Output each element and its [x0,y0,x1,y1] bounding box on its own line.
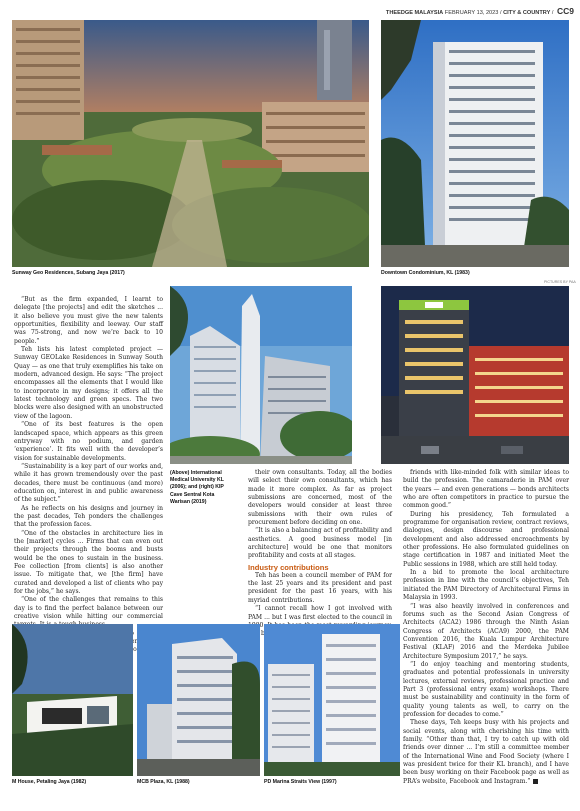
col1-paragraph: choose [125,646,148,654]
col2-paragraph: “It is also a balancing act of profitability and aesthetics. A good business model [in architecture] would be one that monitors profitability and costs at all stages. [248,527,392,560]
caption-mcb-plaza: MCB Plaza, KL (1988) [137,779,190,785]
caption-pd-marina: PD Marina Straits View (1997) [264,779,337,785]
page-number: CC9 [556,6,574,16]
caption-downtown-condo: Downtown Condominium, KL (1983) [381,270,470,276]
m-house-illustration [12,624,133,776]
col2-paragraph: “I cannot recall how I got involved with PAM ... but I was first elected to the council in [248,605,392,621]
publication-prefix: THE [385,10,398,16]
caption-imu-kip: (Above) International Medical University KL (2006); and (right) KIP Cave Sentral Kota Warisan (2019) [170,470,224,505]
col1-paragraph: As he reflects on his designs and journey in the past decades, Teh ponders the challenges that the profession faces. [14,504,163,529]
col1-paragraph: “Sustainability is a key part of our works and, while it has grown tremendously over the past decades, there must be continuous (and more) education on, interest in and public awareness of the subject.” [14,462,163,504]
imu-illustration [170,286,352,464]
col1-paragraph: “One of the challenges that remains to this day is to find the perfect balance between our creative vision while hitting our commercial [14,596,163,621]
col3-paragraph: During his presidency, Teh formulated a programme for organisation review, contract reviews, dialogues, design discourse and professional development and also addressed encroachments by other professions. He also formulated guidelines on stage certification in 1987 and initiated Meet the Public sessions in 1988, which are still held today. [403,510,569,568]
end-of-article-mark: E [533,779,538,784]
publication-suffix: MALAYSIA [412,10,444,16]
photo-downtown-condo [381,20,569,267]
col3-last-paragraph: These days, Teh keeps busy with his projects and social events, along with cherishing his time with family. “Other than that, I try to catch up with old friends over dinner ... I’m still a committee member of the International Wine and Food Society (where I was president twice for their KL branch), and I have been busy working on their Facebook page as well as PRA’s website, Facebook and Instagram.” [403,719,569,785]
col1-paragraph: “But as the firm expanded, I learnt to delegate [the projects] and edit the sketches ... it also believe you must give the new talents opportunities, flexibility and leeway. Our staff was 75-strong, and now we’re back to 10 people.” [14,296,163,345]
downtown-condo-illustration [381,20,569,267]
article-column-1 [14,296,163,663]
article-column-3 [403,469,569,786]
subhead-industry-contributions: Industry contributions [248,562,329,572]
col3-paragraph [403,719,569,786]
col2-paragraph: their own consultants. Today, all the bodies will select their own consultants, which has made it more complex. As far as project submissions are concerned, most of the developers would consider at least three submissions with their own rules of procurement before deciding on one. [248,469,392,527]
photo-pd-marina [264,624,400,776]
photo-mcb-plaza [137,624,260,776]
mcb-plaza-illustration [137,624,260,776]
picture-credit: PICTURES BY PAA [544,280,576,284]
col1-paragraph: Teh lists his latest completed project — Sunway GEOLake Residences in Sunway South Quay — as one that truly exemplifies his take on modern, advanced design. He says: “The project encompasses all the elements that I would like to incorporate in my designs; it offers all the latest technology and green specs. The two blocks were also designed with an unobstructed view of the lagoon. [14,346,163,420]
section-name: CITY & COUNTRY [503,10,551,16]
col3-paragraph: friends with like-minded folk with similar ideas to build the profession. The camaraderie in PAM over the years — and even generations — bonds architects who are often competitors in practice to pursue the common good.” [403,469,569,510]
col3-paragraph: “I do enjoy teaching and mentoring students, graduates and potential professionals in university lectures, external reviews, professional practice and Part 3 (professional entry exam) workshops. There must be sustainability and continuity in the form of quality young talents as well, to carry on the profession for decades to come.” [403,660,569,718]
col1-paragraph: “One of the obstacles in architecture lies in the [market] cycles ... Firms that can even out their projects through the booms and busts would be the ones to sustain in the business. Fee collection [from clients] is also another issue. To mitigate that, we [the firm] have curated and developed a list of clients who pay for the jobs,” he says. [14,529,163,596]
col2-paragraph: Teh has been a council member of PAM for the last 25 years and its president and past president for the past 16 years, with his myriad contributions. [248,571,392,604]
caption-m-house: M House, Petaling Jaya (1982) [12,779,87,785]
caption-sunway-geo: Sunway Geo Residences, Subang Jaya (2017) [12,270,125,276]
col3-paragraph: “I was also heavily involved in conferences and forums such as the Second Asian Congress of Architects (ACA2) 1986 through the Ninth Asian Congress of Architects (ACA9) 2000, the PAM Convention 2016, the Kuala Lumpur Architecture Festival (KLAF) 2016 and the Merdeka Jubilee Architecture Symposium 2017,” he says. [403,602,569,660]
publication-name: EDGE [397,10,413,16]
col3-paragraph: In a bid to promote the local architecture profession in line with the council’s objectives, Teh initiated the PAM Directory of Architectural Firms in Malaysia in 1993. [403,569,569,602]
sunway-geo-illustration [12,20,369,267]
pd-marina-illustration [264,624,400,776]
article-column-2 [248,469,392,639]
photo-imu [170,286,352,464]
page-header: THEEDGE MALAYSIA FEBRUARY 13, 2023 / CITY & COUNTRY / CC9 [385,6,574,16]
issue-date: FEBRUARY 13, 2023 [444,10,499,16]
photo-m-house [12,624,133,776]
photo-sunway-geo [12,20,369,267]
kip-illustration [381,286,569,464]
photo-kip-cave-sentral [381,286,569,464]
col1-paragraph: “One of its best features is the open landscaped space, which appears as this green entryway with no podium, and garden ‘experience’. It fits well with the developer’s vision for sustainable developments. [14,421,163,462]
